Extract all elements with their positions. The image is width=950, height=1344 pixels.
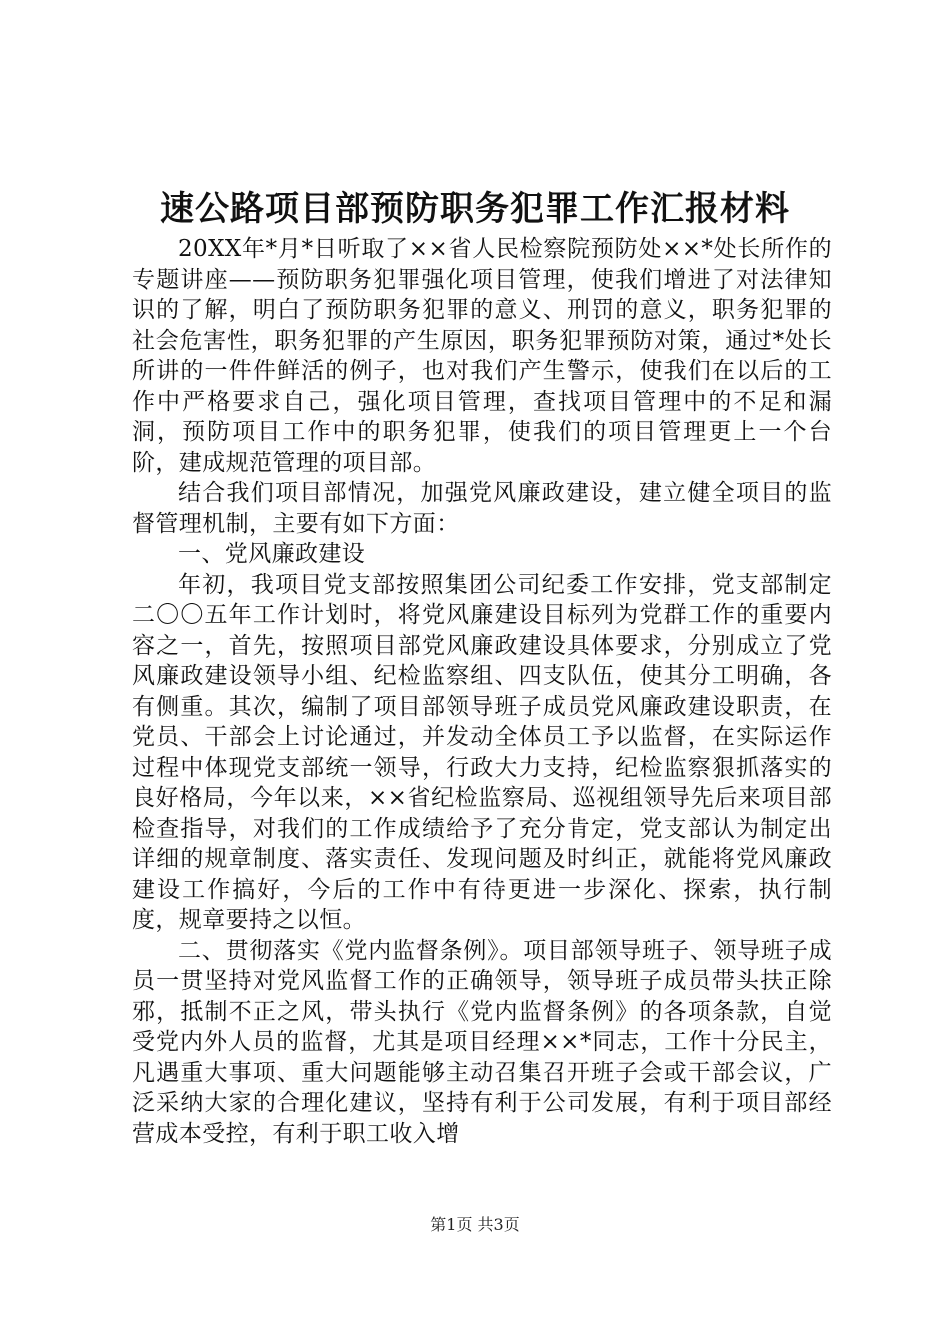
document-title: 速公路项目部预防职务犯罪工作汇报材料 <box>160 189 790 229</box>
paragraph-intro: 20XX年*月*日听取了××省人民检察院预防处××*处长所作的专题讲座——预防职务犯罪强化项目管理，使我们增进了对法律知识的了解，明白了预防职务犯罪的意义、刑罚的意义，职务犯罪的社会危害性，职务犯罪的产生原因，职务犯罪预防对策，通过*处长所讲的一件件鲜活的例子，也对我们产生警示，使我们在以后的工作中严格要求自己，强化项目管理，查找项目管理中的不足和漏洞，预防项目工作中的职务犯罪，使我们的项目管理更上一个台阶，建成规范管理的项目部。 <box>132 236 832 476</box>
section-heading-1: 一、党风廉政建设 <box>178 541 366 567</box>
document-body <box>132 234 832 1149</box>
paragraph-section-2: 二、贯彻落实《党内监督条例》。项目部领导班子、领导班子成员一贯坚持对党风监督工作的正确领导，领导班子成员带头扶正除邪，抵制不正之风，带头执行《党内监督条例》的各项条款，自觉受党内外人员的监督，尤其是项目经理××*同志，工作十分民主，凡遇重大事项、重大问题能够主动召集召开班子会或干部会议，广泛采纳大家的合理化建议，坚持有利于公司发展，有利于项目部经营成本受控，有利于职工收入增 <box>132 937 832 1147</box>
page-number-footer: 第1页 共3页 <box>430 1215 520 1234</box>
paragraph-section-1: 年初，我项目党支部按照集团公司纪委工作安排，党支部制定二〇〇五年工作计划时，将党风廉建设目标列为党群工作的重要内容之一，首先，按照项目部党风廉政建设具体要求，分别成立了党风廉政建设领导小组、纪检监察组、四支队伍，使其分工明确，各有侧重。其次，编制了项目部领导班子成员党风廉政建设职责，在党员、干部会上讨论通过，并发动全体员工予以监督，在实际运作过程中体现党支部统一领导，行政大力支持，纪检监察狠抓落实的良好格局，今年以来，××省纪检监察局、巡视组领导先后来项目部检查指导，对我们的工作成绩给予了充分肯定，党支部认为制定出详细的规章制度、落实责任、发现问题及时纠正，就能将党风廉政建设工作搞好，今后的工作中有待更进一步深化、探索，执行制度，规章要持之以恒。 <box>132 571 832 933</box>
paragraph-overview: 结合我们项目部情况，加强党风廉政建设，建立健全项目的监督管理机制，主要有如下方面： <box>132 480 832 537</box>
